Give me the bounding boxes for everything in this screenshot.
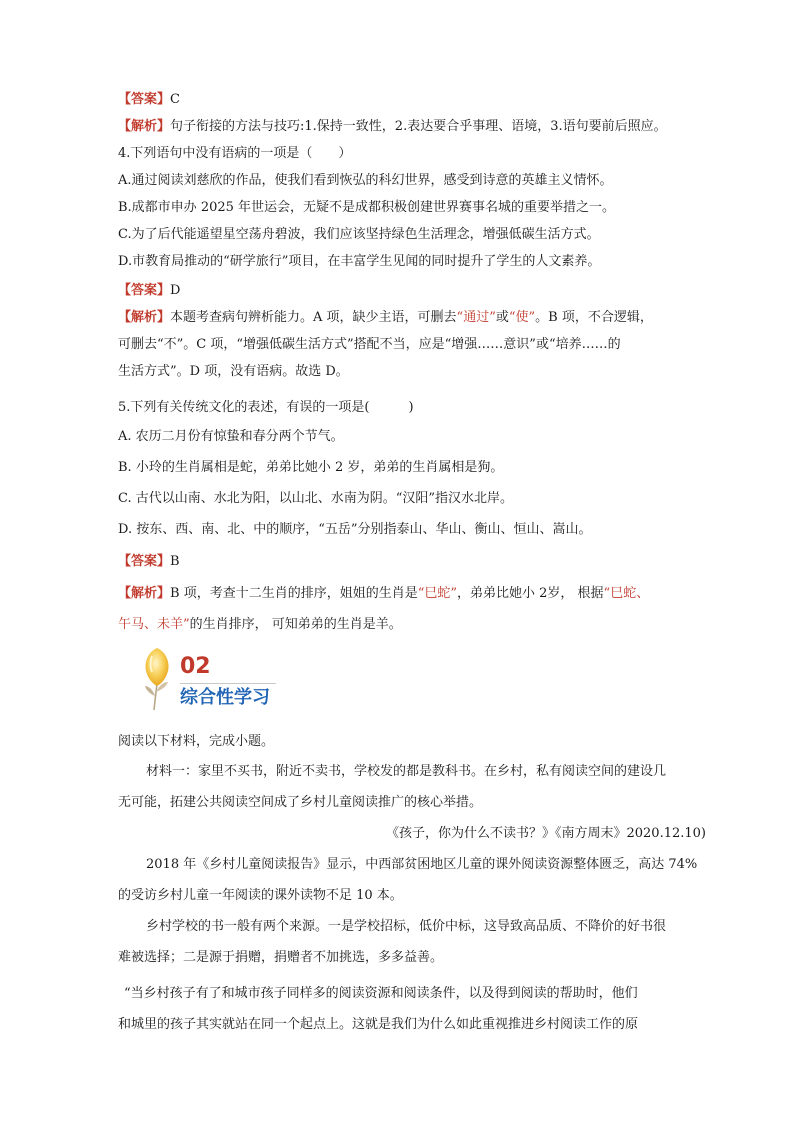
q4-analysis-line-3: 生活方式”。D 项，没有语病。故选 D。	[118, 364, 349, 379]
q5-analysis-line-1: 【解析】B 项，考查十二生肖的排序，姐姐的生肖是“巳蛇”，弟弟比她小 2岁， 根据“巳蛇、	[118, 586, 650, 601]
q5-option-c: C. 古代以山南、水北为阳，以山北、水南为阴。“汉阳”指汉水北岸。	[118, 491, 514, 506]
paragraph-4-line-2: 和城里的孩子其实就站在同一个起点上。这就是我们为什么如此重视推进乡村阅读工作的原	[118, 1017, 639, 1032]
q5-stem: 5.下列有关传统文化的表述，有误的一项是( )	[118, 400, 414, 415]
q5-answer: B	[170, 554, 180, 569]
flower-lightbulb-icon	[140, 644, 174, 712]
material-1-line-1: 材料一：家里不买书，附近不卖书，学校发的都是教科书。在乡村，私有阅读空间的建设几	[146, 764, 667, 779]
q4-option-c: C.为了后代能遥望星空荡舟碧波，我们应该坚持绿色生活理念，增强低碳生活方式。	[118, 227, 600, 242]
paragraph-4-line-1: “当乡村孩子有了和城市孩子同样多的阅读资源和阅读条件，以及得到阅读的帮助时，他们	[124, 986, 638, 1001]
answer-tag: 【答案】	[118, 283, 171, 298]
material-1-source: 《孩子，你为什么不读书？》《南方周末》2020.12.10)	[385, 826, 706, 841]
q4-option-a: A.通过阅读刘慈欣的作品，使我们看到恢弘的科幻世界，感受到诗意的英雄主义情怀。	[118, 173, 613, 188]
answer-tag: 【答案】	[118, 554, 171, 569]
material-1-line-2: 无可能，拓建公共阅读空间成了乡村儿童阅读推广的核心举措。	[118, 795, 483, 810]
analysis-tag: 【解析】	[118, 586, 171, 601]
section-divider	[180, 683, 276, 684]
analysis-tag: 【解析】	[118, 119, 171, 134]
section-title: 综合性学习	[180, 687, 270, 708]
q4-analysis-line-1: 【解析】本题考查病句辨析能力。A 项，缺少主语，可删去“通过”或“使”。B 项，不合逻辑，	[118, 310, 653, 325]
q3-answer-line	[118, 91, 708, 109]
paragraph-2-line-2: 的受访乡村儿童一年阅读的课外读物不足 10 本。	[118, 888, 403, 903]
q4-option-b: B.成都市申办 2025 年世运会，无疑不是成都积极创建世界赛事名城的重要举措之一。	[118, 200, 616, 215]
q4-option-d: D.市教育局推动的“研学旅行”项目，在丰富学生见闻的同时提升了学生的人文素养。	[118, 254, 601, 269]
q5-option-d: D. 按东、西、南、北、中的顺序，“五岳”分别指泰山、华山、衡山、恒山、嵩山。	[118, 522, 592, 537]
analysis-tag: 【解析】	[118, 310, 171, 325]
paragraph-3-line-1: 乡村学校的书一般有两个来源。一是学校招标，低价中标，这导致高品质、不降价的好书很	[146, 919, 667, 934]
q5-analysis-line-2: 午马、未羊”的生肖排序， 可知弟弟的生肖是羊。	[118, 617, 402, 632]
q4-answer: D	[170, 283, 181, 298]
paragraph-2-line-1: 2018 年《乡村儿童阅读报告》显示，中西部贫困地区儿童的课外阅读资源整体匮乏，高达 74%	[146, 857, 698, 872]
q4-answer-line	[118, 282, 708, 300]
q5-option-b: B. 小玲的生肖属相是蛇，弟弟比她小 2 岁，弟弟的生肖属相是狗。	[118, 460, 504, 475]
reading-intro: 阅读以下材料，完成小题。	[118, 734, 275, 749]
q4-analysis-line-2: 可删去“不”。C 项，“增强低碳生活方式”搭配不当，应是“增强……意识”或“培养……的	[118, 337, 621, 352]
q3-answer: C	[170, 92, 180, 107]
paragraph-3-line-2: 难被选择；二是源于捐赠，捐赠者不加挑选，多多益善。	[118, 950, 444, 965]
q3-analysis: 句子衔接的方法与技巧:1.保持一致性，2.表达要合乎事理、语境，3.语句要前后照应。	[170, 119, 667, 134]
section-header	[140, 644, 340, 714]
section-number: 02	[180, 654, 211, 679]
q5-option-a: A. 农历二月份有惊蛰和春分两个节气。	[118, 429, 344, 444]
answer-tag: 【答案】	[118, 92, 171, 107]
q4-stem: 4.下列语句中没有语病的一项是（ ）	[118, 146, 352, 161]
q3-analysis-line	[118, 118, 708, 136]
q5-answer-line	[118, 553, 708, 571]
